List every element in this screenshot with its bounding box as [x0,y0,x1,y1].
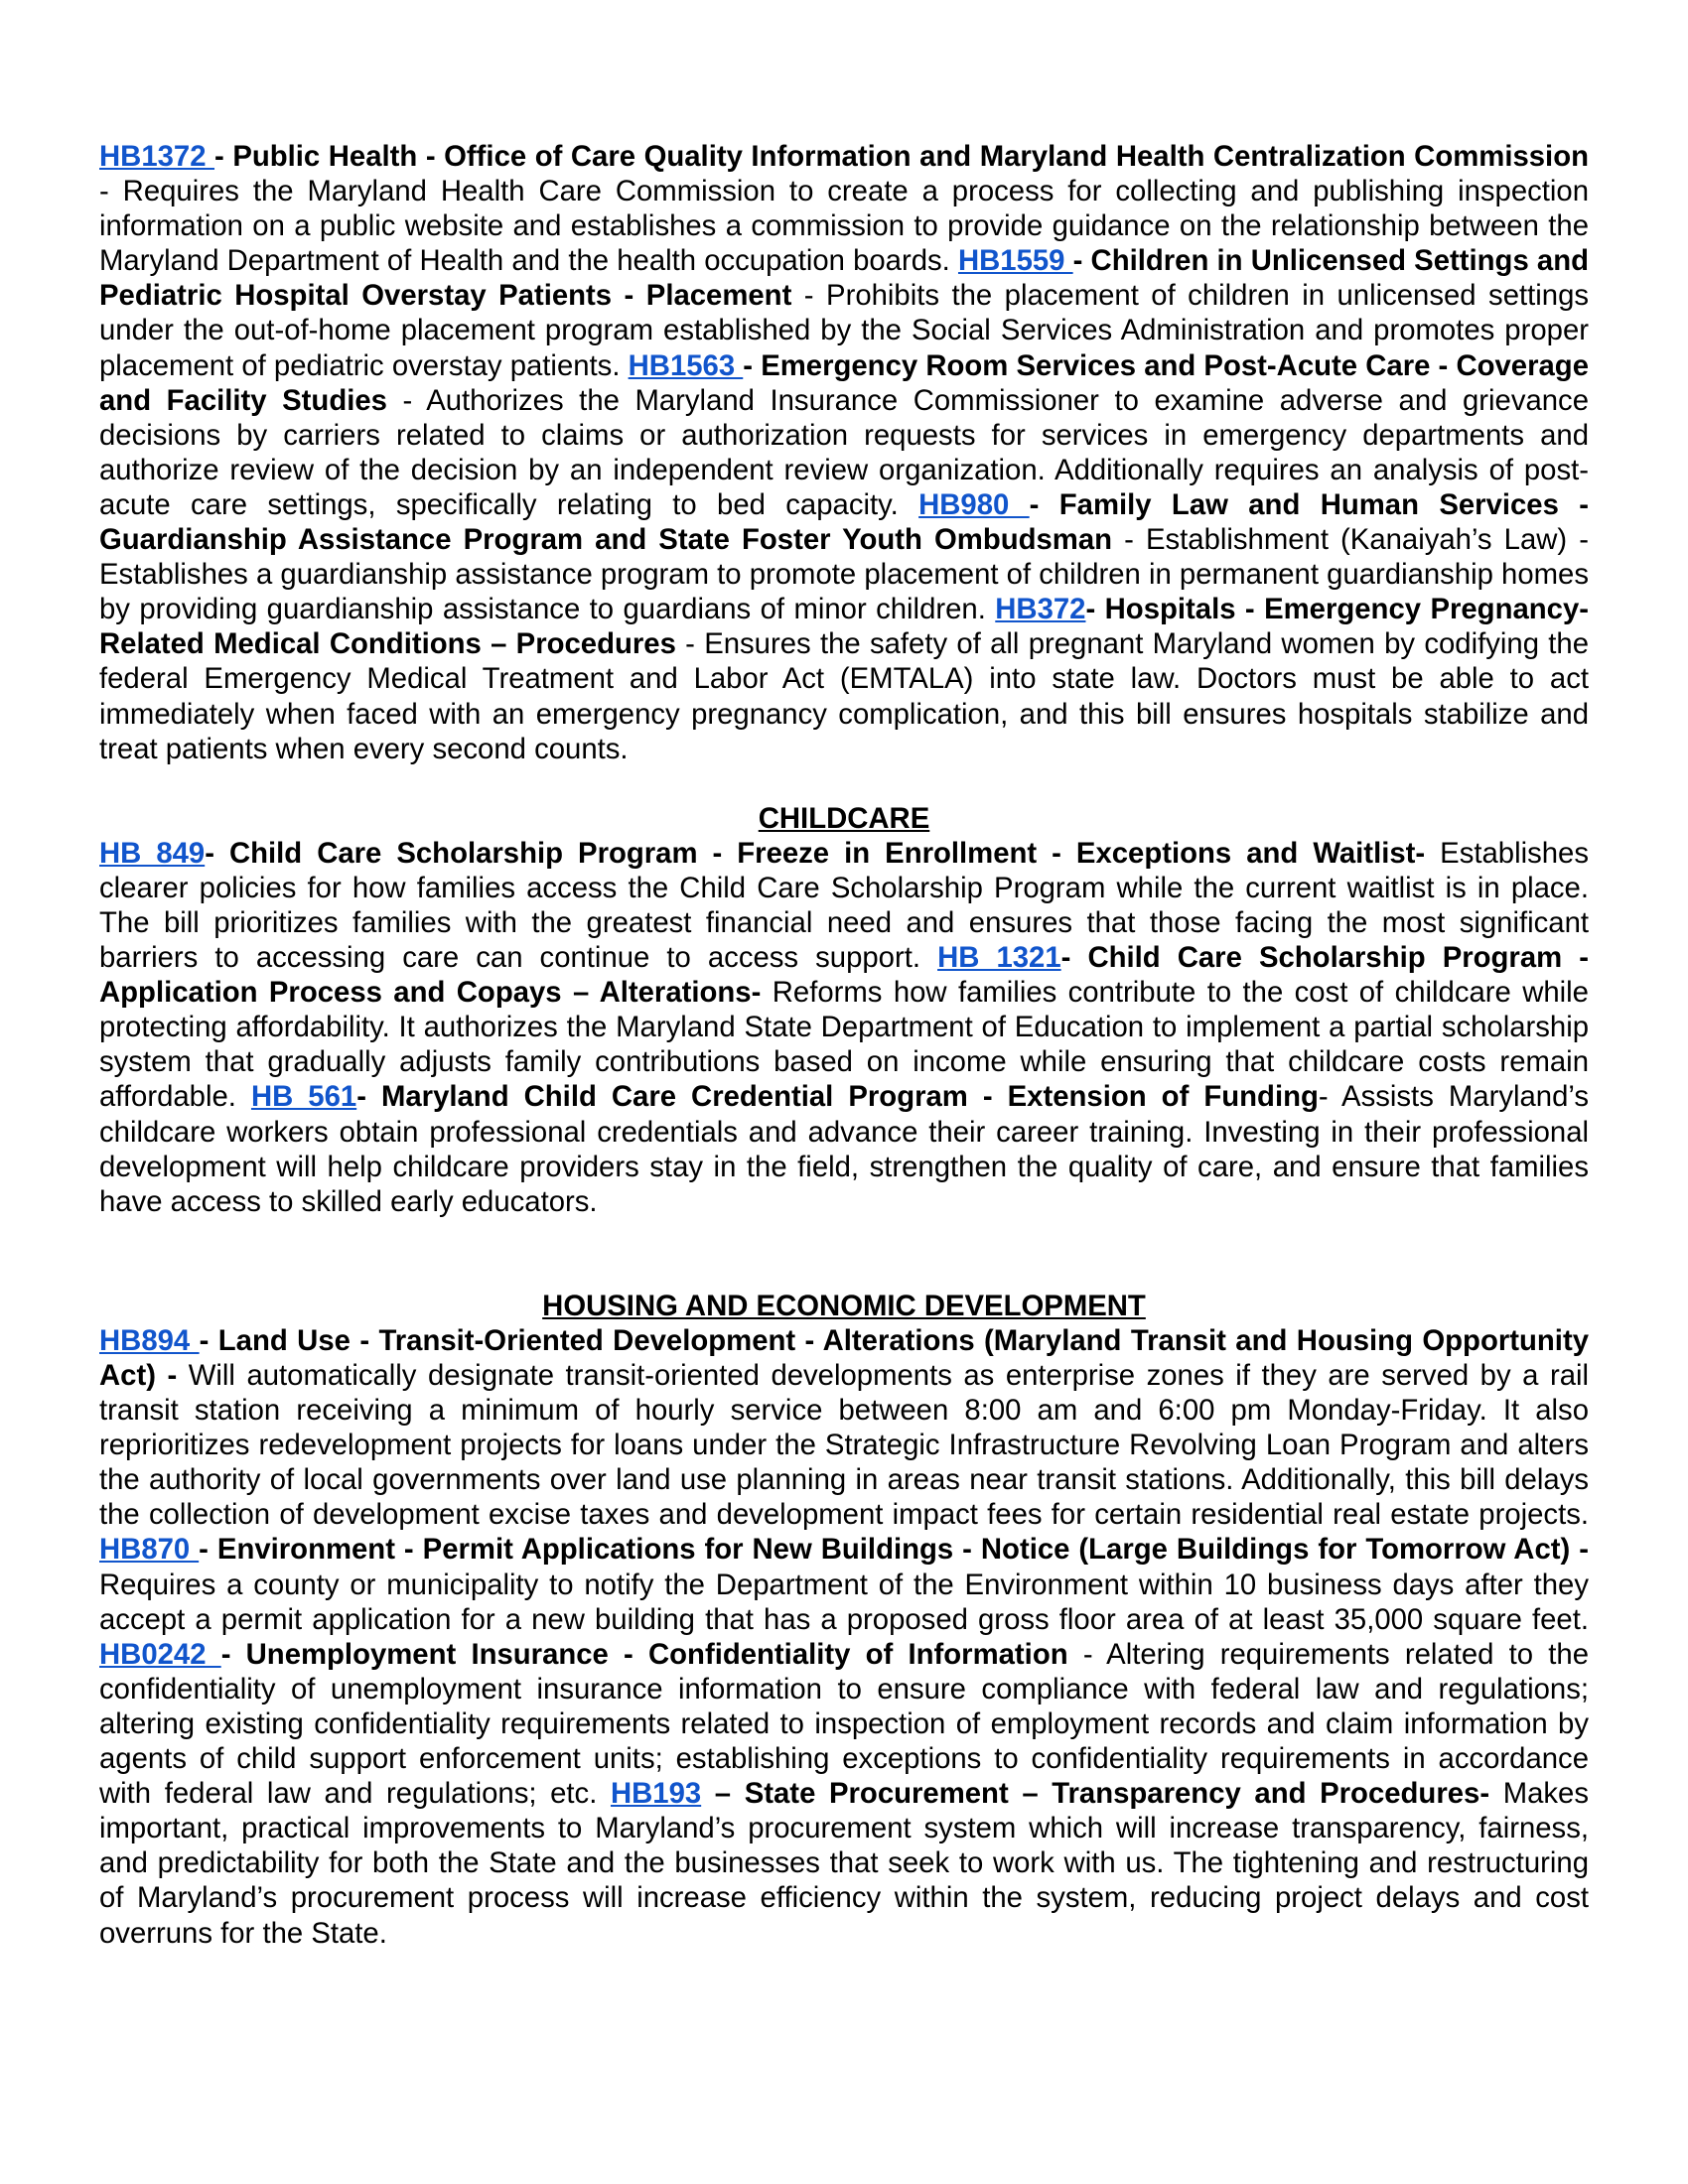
bill-title-hb1559: - Children in Unlicensed Settings and Pediatric Hospital Overstay Patients - Placement [99,244,1589,313]
bill-title-hb1563: - Emergency Room Services and Post-Acute Care - Coverage and Facility Studies [99,348,1589,417]
bill-link-hb849[interactable]: HB 849 [99,836,206,870]
bill-title-hb849: - Child Care Scholarship Program - Freeze in Enrollment - Exceptions and Waitlist- [205,836,1426,870]
bill-title-hb870: - Environment - Permit Applications for New Buildings - Notice (Large Buildings for Tomorrow Act) - [199,1533,1589,1567]
bill-title-hb0242: - Unemployment Insurance - Confidentiality of Information [220,1637,1068,1671]
bill-link-hb1321[interactable]: HB 1321 [937,941,1061,975]
document-page [99,139,1589,1951]
bill-title-hb561: - Maryland Child Care Credential Program - Extension of Funding [356,1080,1319,1114]
bill-title-hb894: - Land Use - Transit-Oriented Development - Alterations (Maryland Transit and Housing Opportunity Act) - [99,1323,1589,1392]
housing-bills-paragraph [99,1323,1589,1951]
bill-link-hb372[interactable]: HB372 [995,593,1086,626]
bill-description-hb870: Requires a county or municipality to notify the Department of the Environment within 10 business days after they accept a permit application for a new building that has a proposed gross floor area of at least 35,000 square feet. [99,1568,1589,1636]
health-bills-paragraph [99,139,1589,766]
bill-description-hb1559: - Prohibits the placement of children in unlicensed settings under the out-of-home placement program established by the Social Services Administration and promotes proper placement of pediatric overstay patients. [99,279,1590,382]
bill-title-hb1321: - Child Care Scholarship Program - Application Process and Copays – Alterations- [99,941,1589,1010]
bill-title-hb980: - Family Law and Human Services - Guardianship Assistance Program and State Foster Youth Ombudsman [99,487,1590,557]
bill-description-hb894: Will automatically designate transit-oriented developments as enterprise zones if they are served by a rail transit station receiving a minimum of hourly service between 8:00 am and 6:00 pm Monday-Friday. It also reprioritizes redevelopment projects for loans under the Strategic Infrastructure Revolving Loan Program and alters the authority of local governments over land use planning in areas near transit stations. Additionally, this bill delays the collection of development excise taxes and development impact fees for certain residential real estate projects. [99,1359,1590,1532]
bill-description-hb0242: - Altering requirements related to the confidentiality of unemployment insurance information to ensure compliance with federal law and regulations; altering existing confidentiality requirements related to inspection of employment records and claim information by agents of child support enforcement units; establishing exceptions to confidentiality requirements in accordance with federal law and regulations; etc. [99,1637,1589,1811]
bill-description-hb372: - Ensures the safety of all pregnant Maryland women by codifying the federal Emergency Medical Treatment and Labor Act (EMTALA) into state law. Doctors must be able to act immediately when faced with an emergency pregnancy complication, and this bill ensures hospitals stabilize and treat patients when every second counts. [99,627,1589,765]
bill-description-hb193: Makes important, practical improvements to Maryland’s procurement system which will increase transparency, fairness, and predictability for both the State and the businesses that seek to work with us. The tightening and restructuring of Maryland’s procurement process will increase efficiency within the system, reducing project delays and cost overruns for the State. [99,1777,1589,1950]
childcare-bills-paragraph [99,836,1589,1219]
bill-description-hb561: - Assists Maryland’s childcare workers obtain professional credentials and advance their career training. Investing in their professional development will help childcare providers stay in the field, strengthen the quality of care, and ensure that families have access to skilled early educators. [99,1080,1589,1218]
section-heading-childcare: CHILDCARE [758,801,930,835]
bill-title-hb193: – State Procurement – Transparency and Procedures- [701,1777,1490,1811]
bill-description-hb1372: - Requires the Maryland Health Care Commission to create a process for collecting and publishing inspection information on a public website and establishes a commission to provide guidance on the relationship between the Maryland Department of Health and the health occupation boards. [99,175,1589,278]
bill-description-hb1563: - Authorizes the Maryland Insurance Commissioner to examine adverse and grievance decisions by carriers related to claims or authorization requests for services in emergency departments and authorize review of the decision by an independent review organization. Additionally requires an analysis of post-acute care settings, specifically relating to bed capacity. [99,383,1589,521]
section-spacer [99,1219,1589,1289]
section-heading-housing: HOUSING AND ECONOMIC DEVELOPMENT [542,1289,1146,1322]
bill-link-hb193[interactable]: HB193 [610,1777,702,1811]
section-spacer [99,766,1589,801]
bill-link-hb870[interactable]: HB870 [99,1533,200,1567]
bill-title-hb1372: - Public Health - Office of Care Quality Information and Maryland Health Centralization Commission [214,140,1589,173]
bill-link-hb1563[interactable]: HB1563 [628,348,744,382]
bill-link-hb894[interactable]: HB894 [99,1323,200,1357]
bill-description-hb980: - Establishment (Kanaiyah’s Law) - Establishes a guardianship assistance program to promote placement of children in permanent guardianship homes by providing guardianship assistance to guardians of minor children. [99,523,1589,626]
bill-title-hb372: - Hospitals - Emergency Pregnancy-Related Medical Conditions – Procedures [99,593,1590,661]
bill-link-hb0242[interactable]: HB0242 [99,1637,221,1671]
bill-link-hb1559[interactable]: HB1559 [957,244,1073,278]
bill-link-hb561[interactable]: HB 561 [250,1080,357,1114]
bill-link-hb1372[interactable]: HB1372 [99,140,215,173]
bill-description-hb849: Establishes clearer policies for how families access the Child Care Scholarship Program while the current waitlist is in place. The bill prioritizes families with the greatest financial need and ensures that those facing the most significant barriers to accessing care can continue to access support. [99,836,1589,975]
bill-link-hb980[interactable]: HB980 [918,487,1030,521]
bill-description-hb1321: Reforms how families contribute to the cost of childcare while protecting affordability. It authorizes the Maryland State Department of Education to implement a partial scholarship system that gradually adjusts family contributions based on income while ensuring that childcare costs remain affordable. [99,976,1589,1114]
